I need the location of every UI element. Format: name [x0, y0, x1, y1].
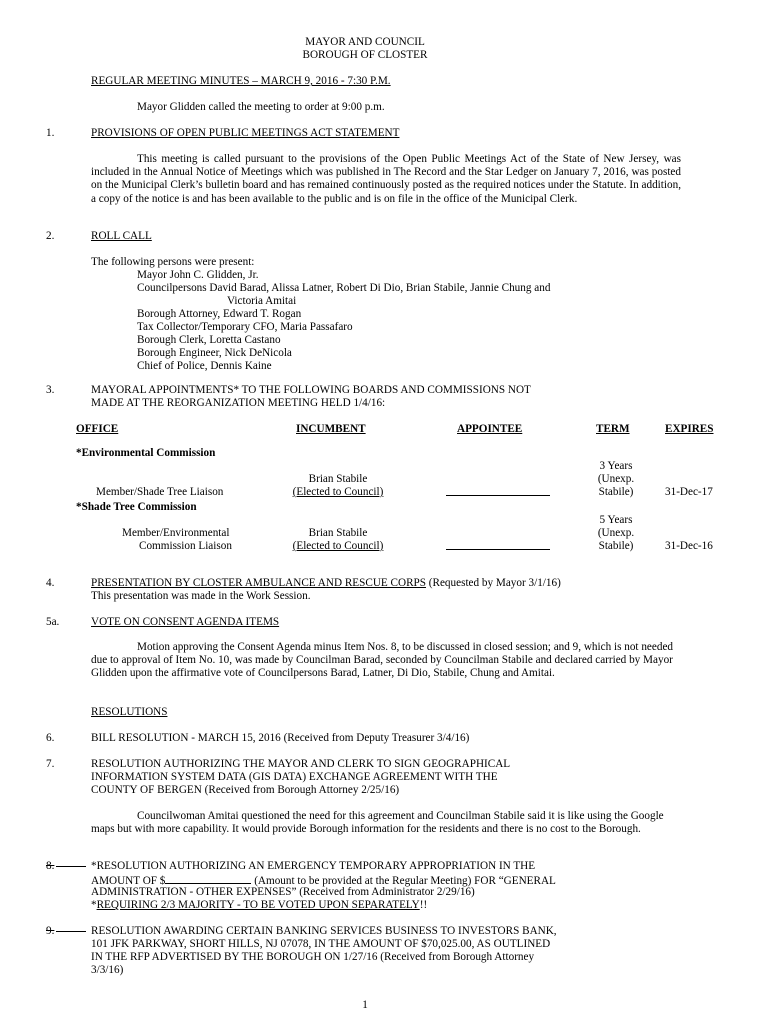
- item-8-majority-note: REQUIRING 2/3 MAJORITY - TO BE VOTED UPON SEPARATELY: [96, 899, 420, 911]
- item-1-body: This meeting is called pursuant to the provisions of the Open Public Meetings Act of the State of New Jersey, was included in the Annual Notice of Meetings which was published in The Record and the Star Ledger on January 7, 2016, was posted on the Municipal Clerk’s bulletin board and has remained continuously posted as the required notices under the Statute. In addition, a copy of the notice is and has been available to the public and is on file in the office of the Municipal Clerk.: [91, 153, 681, 205]
- item-4-title: PRESENTATION BY CLOSTER AMBULANCE AND RESCUE CORPS: [91, 577, 426, 589]
- col-appointee: APPOINTEE: [457, 423, 523, 435]
- item-1-title: PROVISIONS OF OPEN PUBLIC MEETINGS ACT STATEMENT: [91, 127, 400, 139]
- item-8-line-4: [91, 899, 427, 912]
- item-8-line-3: ADMINISTRATION - OTHER EXPENSES” (Received from Administrator 2/29/16): [91, 886, 475, 898]
- row-1-incumbent-1: Brian Stabile: [308, 473, 368, 485]
- resolutions-heading: RESOLUTIONS: [91, 706, 168, 718]
- item-9-line-1: RESOLUTION AWARDING CERTAIN BANKING SERVICES BUSINESS TO INVESTORS BANK,: [91, 925, 557, 937]
- present-councilpersons: Councilpersons David Barad, Alissa Latner, Robert Di Dio, Brian Stabile, Jannie Chung and: [137, 282, 551, 294]
- item-8-number: 8.: [46, 860, 55, 872]
- item-2-number: 2.: [46, 230, 55, 242]
- row-2-office-1: Member/Environmental: [122, 527, 230, 539]
- item-8-number-line: [46, 860, 86, 873]
- row-1-term-3: Stabile): [598, 486, 634, 498]
- item-9-line-3: IN THE RFP ADVERTISED BY THE BOROUGH ON 1/27/16 (Received from Borough Attorney: [91, 951, 535, 963]
- item-9-strike-rule: [56, 931, 86, 932]
- col-incumbent: INCUMBENT: [296, 423, 366, 435]
- item-4-note: This presentation was made in the Work Session.: [91, 590, 311, 602]
- row-2-group: *Shade Tree Commission: [76, 501, 197, 513]
- item-9-line-4: 3/3/16): [91, 964, 124, 976]
- item-2-title: ROLL CALL: [91, 230, 152, 242]
- row-2-office-2: Commission Liaison: [139, 540, 232, 552]
- item-8-exclaim: !!: [419, 899, 428, 911]
- col-term: TERM: [596, 423, 630, 435]
- item-3-number: 3.: [46, 384, 55, 396]
- item-4-number: 4.: [46, 577, 55, 589]
- item-8-strike-rule: [56, 866, 86, 867]
- row-1-appointee-blank: [446, 495, 550, 496]
- present-clerk: Borough Clerk, Loretta Castano: [137, 334, 281, 346]
- item-1-number: 1.: [46, 127, 55, 139]
- header-line-1: MAYOR AND COUNCIL: [305, 36, 425, 48]
- present-councilpersons-cont: Victoria Amitai: [227, 295, 297, 307]
- present-tax-collector: Tax Collector/Temporary CFO, Maria Passafaro: [137, 321, 353, 333]
- item-5a-body: Motion approving the Consent Agenda minus Item Nos. 8, to be discussed in closed session; and 9, which is not needed due to approval of Item No. 10, was made by Councilman Barad, seconded by Councilman Stabile and declared carried by Mayor Glidden upon the affirmative vote of Councilpersons Barad, Latner, Di Dio, Stabile, Chung and Amitai.: [91, 641, 673, 680]
- item-9-number-line: [46, 925, 86, 938]
- row-1-term-2: (Unexp.: [597, 473, 635, 485]
- call-to-order: Mayor Glidden called the meeting to order at 9:00 p.m.: [137, 101, 385, 113]
- item-8-amount-blank: [165, 873, 251, 884]
- row-2-incumbent-2: (Elected to Council): [292, 540, 384, 552]
- item-3-title-line-2: MADE AT THE REORGANIZATION MEETING HELD 1/4/16:: [91, 397, 386, 409]
- row-2-term-2: (Unexp.: [597, 527, 635, 539]
- meeting-title: REGULAR MEETING MINUTES – MARCH 9, 2016 - 7:30 P.M.: [91, 75, 391, 87]
- roll-call-intro: The following persons were present:: [91, 256, 255, 268]
- item-7-number: 7.: [46, 758, 55, 770]
- row-2-term-1: 5 Years: [599, 514, 633, 526]
- present-attorney: Borough Attorney, Edward T. Rogan: [137, 308, 302, 320]
- row-1-incumbent-2: (Elected to Council): [292, 486, 384, 498]
- row-1-group: *Environmental Commission: [76, 447, 216, 459]
- page-number: 1: [362, 999, 368, 1011]
- item-9-number: 9.: [46, 925, 55, 937]
- row-2-incumbent-1: Brian Stabile: [308, 527, 368, 539]
- present-police-chief: Chief of Police, Dennis Kaine: [137, 360, 272, 372]
- item-7-body: Councilwoman Amitai questioned the need for this agreement and Councilman Stabile said it is like using the Google maps but with more capability. It would provide Borough information for the residents and there is no cost to the Borough.: [91, 810, 664, 836]
- item-4-title-suffix: (Requested by Mayor 3/1/16): [425, 577, 561, 589]
- item-9-line-2: 101 JFK PARKWAY, SHORT HILLS, NJ 07078, IN THE AMOUNT OF $70,025.00, AS OUTLINED: [91, 938, 551, 950]
- col-expires: EXPIRES: [665, 423, 714, 435]
- row-1-office: Member/Shade Tree Liaison: [96, 486, 224, 498]
- header-line-2: BOROUGH OF CLOSTER: [302, 49, 428, 61]
- item-4-title-line: [91, 577, 561, 590]
- item-7-line-1: RESOLUTION AUTHORIZING THE MAYOR AND CLERK TO SIGN GEOGRAPHICAL: [91, 758, 511, 770]
- item-8-amount-prefix: AMOUNT OF $: [91, 875, 166, 887]
- row-2-appointee-blank: [446, 549, 550, 550]
- item-6-text: BILL RESOLUTION - MARCH 15, 2016 (Received from Deputy Treasurer 3/4/16): [91, 732, 470, 744]
- item-6-number: 6.: [46, 732, 55, 744]
- row-2-term-3: Stabile): [598, 540, 634, 552]
- item-7-line-3: COUNTY OF BERGEN (Received from Borough Attorney 2/25/16): [91, 784, 400, 796]
- row-1-term-1: 3 Years: [599, 460, 633, 472]
- col-office: OFFICE: [76, 423, 119, 435]
- item-7-line-2: INFORMATION SYSTEM DATA (GIS DATA) EXCHANGE AGREEMENT WITH THE: [91, 771, 498, 783]
- item-5a-number: 5a.: [46, 616, 60, 628]
- item-8-asterisk: *: [91, 899, 97, 911]
- row-2-expires: 31-Dec-16: [665, 540, 713, 552]
- present-engineer: Borough Engineer, Nick DeNicola: [137, 347, 292, 359]
- item-5a-title: VOTE ON CONSENT AGENDA ITEMS: [91, 616, 280, 628]
- present-mayor: Mayor John C. Glidden, Jr.: [137, 269, 259, 281]
- row-1-expires: 31-Dec-17: [665, 486, 713, 498]
- item-3-title-line-1: MAYORAL APPOINTMENTS* TO THE FOLLOWING BOARDS AND COMMISSIONS NOT: [91, 384, 531, 396]
- item-8-amount-suffix: (Amount to be provided at the Regular Meeting) FOR “GENERAL: [251, 875, 556, 887]
- item-8-line-1: *RESOLUTION AUTHORIZING AN EMERGENCY TEMPORARY APPROPRIATION IN THE: [91, 860, 536, 872]
